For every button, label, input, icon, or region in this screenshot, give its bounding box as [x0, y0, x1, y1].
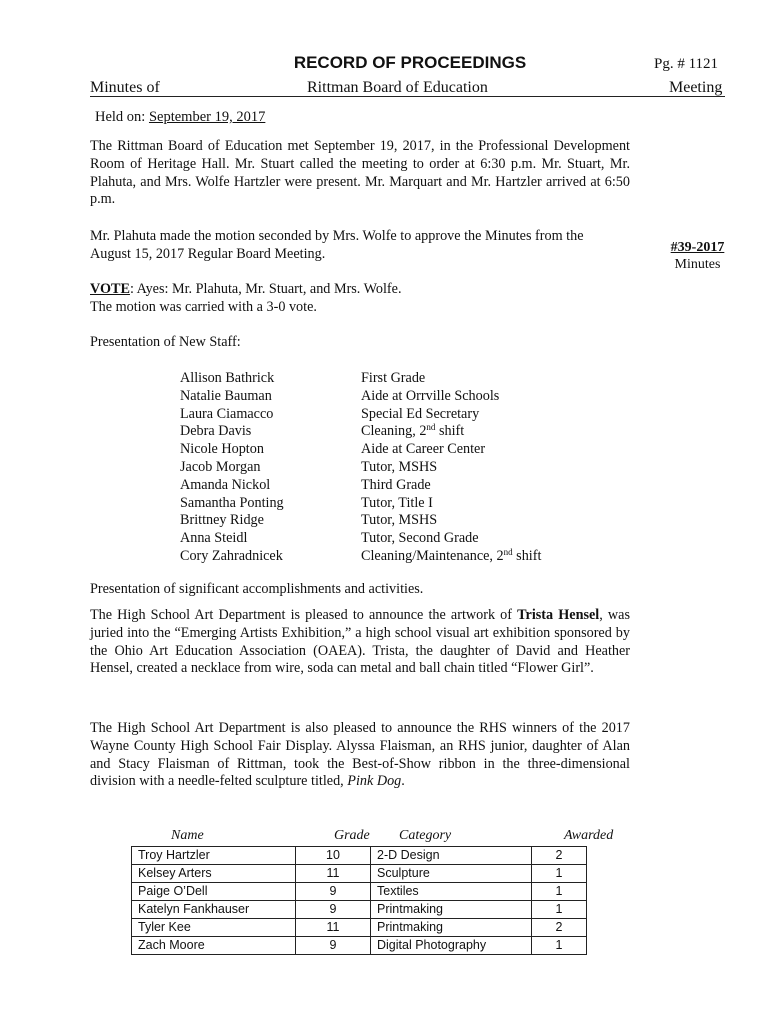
staff-position — [361, 548, 541, 566]
cell-awarded: 1 — [532, 883, 587, 901]
vote-line — [90, 281, 630, 299]
staff-row — [180, 459, 541, 477]
staff-position-text: Cleaning, 2 — [361, 423, 427, 440]
staff-position-text: Tutor, Title I — [361, 494, 433, 511]
staff-position-text: Cleaning/Maintenance, 2 — [361, 547, 504, 564]
meeting-label: Meeting — [669, 79, 723, 96]
page-title: RECORD OF PROCEEDINGS — [293, 53, 527, 72]
vote-result: The motion was carried with a 3-0 vote. — [90, 298, 317, 315]
awards-table — [131, 846, 587, 955]
staff-row — [180, 477, 541, 495]
table-row — [132, 883, 587, 901]
cell-category: Textiles — [371, 883, 532, 901]
vote-label: VOTE — [90, 281, 130, 297]
staff-name: Jacob Morgan — [180, 458, 261, 475]
staff-position-text: Tutor, MSHS — [361, 512, 438, 529]
art-paragraph-2 — [90, 720, 630, 791]
vote-text: : Ayes: Mr. Plahuta, Mr. Stuart, and Mrs. Wolfe. — [129, 281, 402, 297]
cell-awarded: 1 — [532, 901, 587, 919]
held-on-line — [95, 109, 265, 126]
staff-name: Natalie Bauman — [180, 387, 272, 404]
art2-text-before: The High School Art Department is also pleased to announce the RHS winners of the 2017 Wayne County High School Fair Display. Alyssa Flaisman, an RHS junior, daughter of Alan and Stacy Flaisman of Rittman, took the Best-of-Show ribbon in the three-dimensional division with a needle-felted sculpture titled, — [90, 720, 630, 790]
cell-grade: 9 — [296, 937, 371, 955]
cell-name: Kelsey Arters — [132, 865, 296, 883]
cell-grade: 11 — [296, 919, 371, 937]
staff-row — [180, 441, 541, 459]
cell-category: Sculpture — [371, 865, 532, 883]
table-row — [132, 847, 587, 865]
cell-name: Katelyn Fankhauser — [132, 901, 296, 919]
staff-row — [180, 388, 541, 406]
staff-position — [361, 406, 479, 424]
column-header-category: Category — [399, 828, 452, 843]
cell-name: Troy Hartzler — [132, 847, 296, 865]
staff-position-text: Aide at Career Center — [361, 441, 486, 458]
cell-grade: 9 — [296, 883, 371, 901]
staff-row — [180, 495, 541, 513]
cell-grade: 9 — [296, 901, 371, 919]
reference-label: Minutes — [674, 257, 721, 272]
staff-position — [361, 370, 425, 388]
staff-position — [361, 441, 485, 459]
student-name: Trista Hensel — [517, 607, 600, 623]
staff-position — [361, 495, 433, 513]
cell-grade: 10 — [296, 847, 371, 865]
staff-position — [361, 388, 499, 406]
staff-position-text: Tutor, MSHS — [361, 458, 438, 475]
column-header-awarded: Awarded — [564, 828, 614, 843]
column-header-grade: Grade — [334, 828, 370, 843]
art-paragraph-1 — [90, 607, 630, 678]
cell-grade: 11 — [296, 865, 371, 883]
header-rule — [90, 96, 725, 97]
staff-position — [361, 459, 437, 477]
staff-name: Samantha Ponting — [180, 494, 284, 511]
held-on-label: Held on: — [95, 109, 146, 125]
table-row — [132, 901, 587, 919]
side-reference — [650, 239, 745, 273]
artwork-title: Pink Dog — [347, 773, 402, 790]
staff-name: Amanda Nickol — [180, 476, 271, 493]
staff-row — [180, 423, 541, 441]
staff-name: Brittney Ridge — [180, 512, 264, 529]
art1-text-after: , was juried into the “Emerging Artists Exhibition,” a high school visual art exhibition sponsored by the Ohio Art Education Association (OAEA). Trista, the daughter of David and Heather Hensel, created a necklace from wire, soda can metal and ball chain titled “Flower Girl”. — [90, 607, 630, 677]
staff-position — [361, 530, 479, 548]
cell-category: Digital Photography — [371, 937, 532, 955]
page-number: Pg. # 1121 — [654, 56, 719, 72]
staff-position-text: Special Ed Secretary — [361, 405, 480, 422]
staff-name: Cory Zahradnicek — [180, 547, 283, 564]
staff-position-tail: shift — [512, 547, 542, 564]
staff-position-text: Aide at Orrville Schools — [361, 387, 500, 404]
cell-name: Zach Moore — [132, 937, 296, 955]
staff-name: Allison Bathrick — [180, 370, 275, 386]
staff-position — [361, 512, 437, 530]
board-name: Rittman Board of Education — [307, 79, 488, 96]
minutes-of-label: Minutes of — [90, 79, 160, 96]
vote-block — [90, 281, 630, 317]
staff-row — [180, 530, 541, 548]
staff-position-tail: shift — [435, 423, 465, 440]
table-row — [132, 919, 587, 937]
reference-number: #39-2017 — [670, 240, 725, 255]
cell-awarded: 2 — [532, 919, 587, 937]
staff-row — [180, 370, 541, 388]
cell-name: Paige O’Dell — [132, 883, 296, 901]
column-header-name: Name — [171, 828, 204, 843]
table-row — [132, 937, 587, 955]
staff-position — [361, 423, 464, 441]
cell-awarded: 1 — [532, 865, 587, 883]
staff-position — [361, 477, 431, 495]
art2-text-after: . — [401, 773, 405, 790]
staff-row — [180, 548, 541, 566]
staff-position-text: Tutor, Second Grade — [361, 530, 479, 547]
motion-paragraph: Mr. Plahuta made the motion seconded by Mrs. Wolfe to approve the Minutes from the August 15, 2017 Regular Board Meeting. — [90, 228, 584, 262]
cell-name: Tyler Kee — [132, 919, 296, 937]
table-row — [132, 865, 587, 883]
cell-category: Printmaking — [371, 919, 532, 937]
accomplishments-heading: Presentation of significant accomplishments and activities. — [90, 581, 424, 597]
staff-position-text: First Grade — [361, 370, 426, 386]
staff-name: Laura Ciamacco — [180, 405, 274, 422]
ordinal-suffix: nd — [503, 546, 513, 557]
art1-text-before: The High School Art Department is pleased to announce the artwork of — [90, 607, 518, 623]
staff-name: Debra Davis — [180, 423, 252, 440]
held-on-date: September 19, 2017 — [148, 109, 266, 125]
staff-name: Anna Steidl — [180, 530, 248, 547]
staff-position-text: Third Grade — [361, 476, 431, 493]
new-staff-heading: Presentation of New Staff: — [90, 334, 241, 350]
new-staff-list — [180, 370, 541, 566]
cell-awarded: 1 — [532, 937, 587, 955]
opening-paragraph: The Rittman Board of Education met September 19, 2017, in the Professional Development Room of Heritage Hall. Mr. Stuart called the meeting to order at 6:30 p.m. Mr. Stuart, Mr. Plahuta, and Mrs. Wolfe Hartzler were present. Mr. Marquart and Mr. Hartzler arrived at 6:50 p.m. — [90, 138, 630, 208]
cell-category: 2-D Design — [371, 847, 532, 865]
ordinal-suffix: nd — [426, 422, 436, 433]
cell-awarded: 2 — [532, 847, 587, 865]
staff-name: Nicole Hopton — [180, 441, 264, 458]
staff-row — [180, 512, 541, 530]
cell-category: Printmaking — [371, 901, 532, 919]
staff-row — [180, 406, 541, 424]
